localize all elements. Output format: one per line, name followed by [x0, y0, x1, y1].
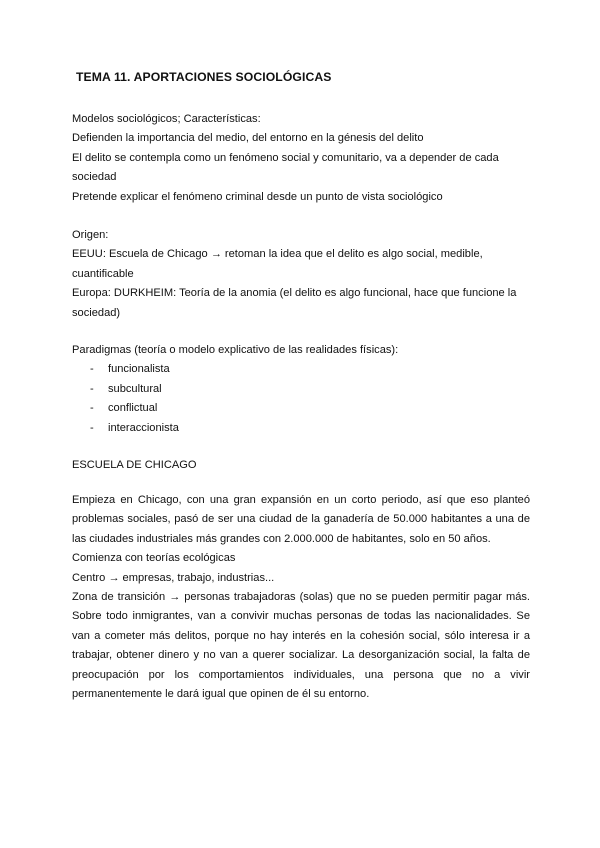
list-item: - interaccionista: [72, 419, 530, 438]
page-title: TEMA 11. APORTACIONES SOCIOLÓGICAS: [76, 70, 332, 84]
origen-line-2: Europa: DURKHEIM: Teoría de la anomia (el delito es algo funcional, hace que funcione la sociedad): [72, 287, 517, 319]
bullet-dash: -: [90, 382, 94, 395]
escuela-paragraph-1: Empieza en Chicago, con una gran expansión en un corto periodo, así que eso planteó problemas sociales, pasó de ser una ciudad de la ganadería de 50.000 habitantes a una de las ciudades industriales más grandes con 2.000.000 de habitantes, solo en 50 años.: [72, 494, 530, 545]
escuela-section: [72, 491, 530, 704]
origen-line-1: EEUU: Escuela de Chicago → retoman la idea que el delito es algo social, medible, cuantificable: [72, 248, 483, 280]
escuela-paragraph-2: Zona de transición → personas trabajadoras (solas) que no se pueden permitir pagar más. Sobre todo inmigrantes, van a convivir muchas personas de todas las nacionalidades. Se van a cometer más delitos, porque no hay interés en la cohesión social, sólo interesa ir a trabajar, obtener dinero y no van a querer socializar. La desorganización social, la falta de preocupación por los comportamientos individuales, una persona que no a vivir permanentemente le dará igual que opinen de él su entorno.: [72, 591, 530, 701]
paradigmas-heading: Paradigmas (teoría o modelo explicativo de las realidades físicas):: [72, 344, 399, 356]
origen-heading: Origen:: [72, 229, 109, 241]
modelos-heading: Modelos sociológicos; Características:: [72, 113, 261, 125]
escuela-heading: ESCUELA DE CHICAGO: [72, 459, 197, 471]
paradigmas-section: [72, 341, 530, 438]
escuela-line-3: Centro → empresas, trabajo, industrias...: [72, 571, 275, 584]
modelos-line-1: Defienden la importancia del medio, del entorno en la génesis del delito: [72, 132, 424, 145]
bullet-dash: -: [90, 421, 94, 434]
escuela-line-2: Comienza con teorías ecológicas: [72, 552, 236, 565]
modelos-section: [72, 110, 530, 207]
modelos-line-2: El delito se contempla como un fenómeno social y comunitario, va a depender de cada sociedad: [72, 151, 499, 184]
origen-section: [72, 226, 530, 323]
bullet-dash: -: [90, 402, 94, 415]
list-item: - conflictual: [72, 399, 530, 418]
list-item: - funcionalista: [72, 360, 530, 379]
modelos-line-3: Pretende explicar el fenómeno criminal desde un punto de vista sociológico: [72, 190, 443, 203]
paradigmas-list: [72, 360, 530, 438]
list-item: - subcultural: [72, 380, 530, 399]
bullet-dash: -: [90, 363, 94, 376]
